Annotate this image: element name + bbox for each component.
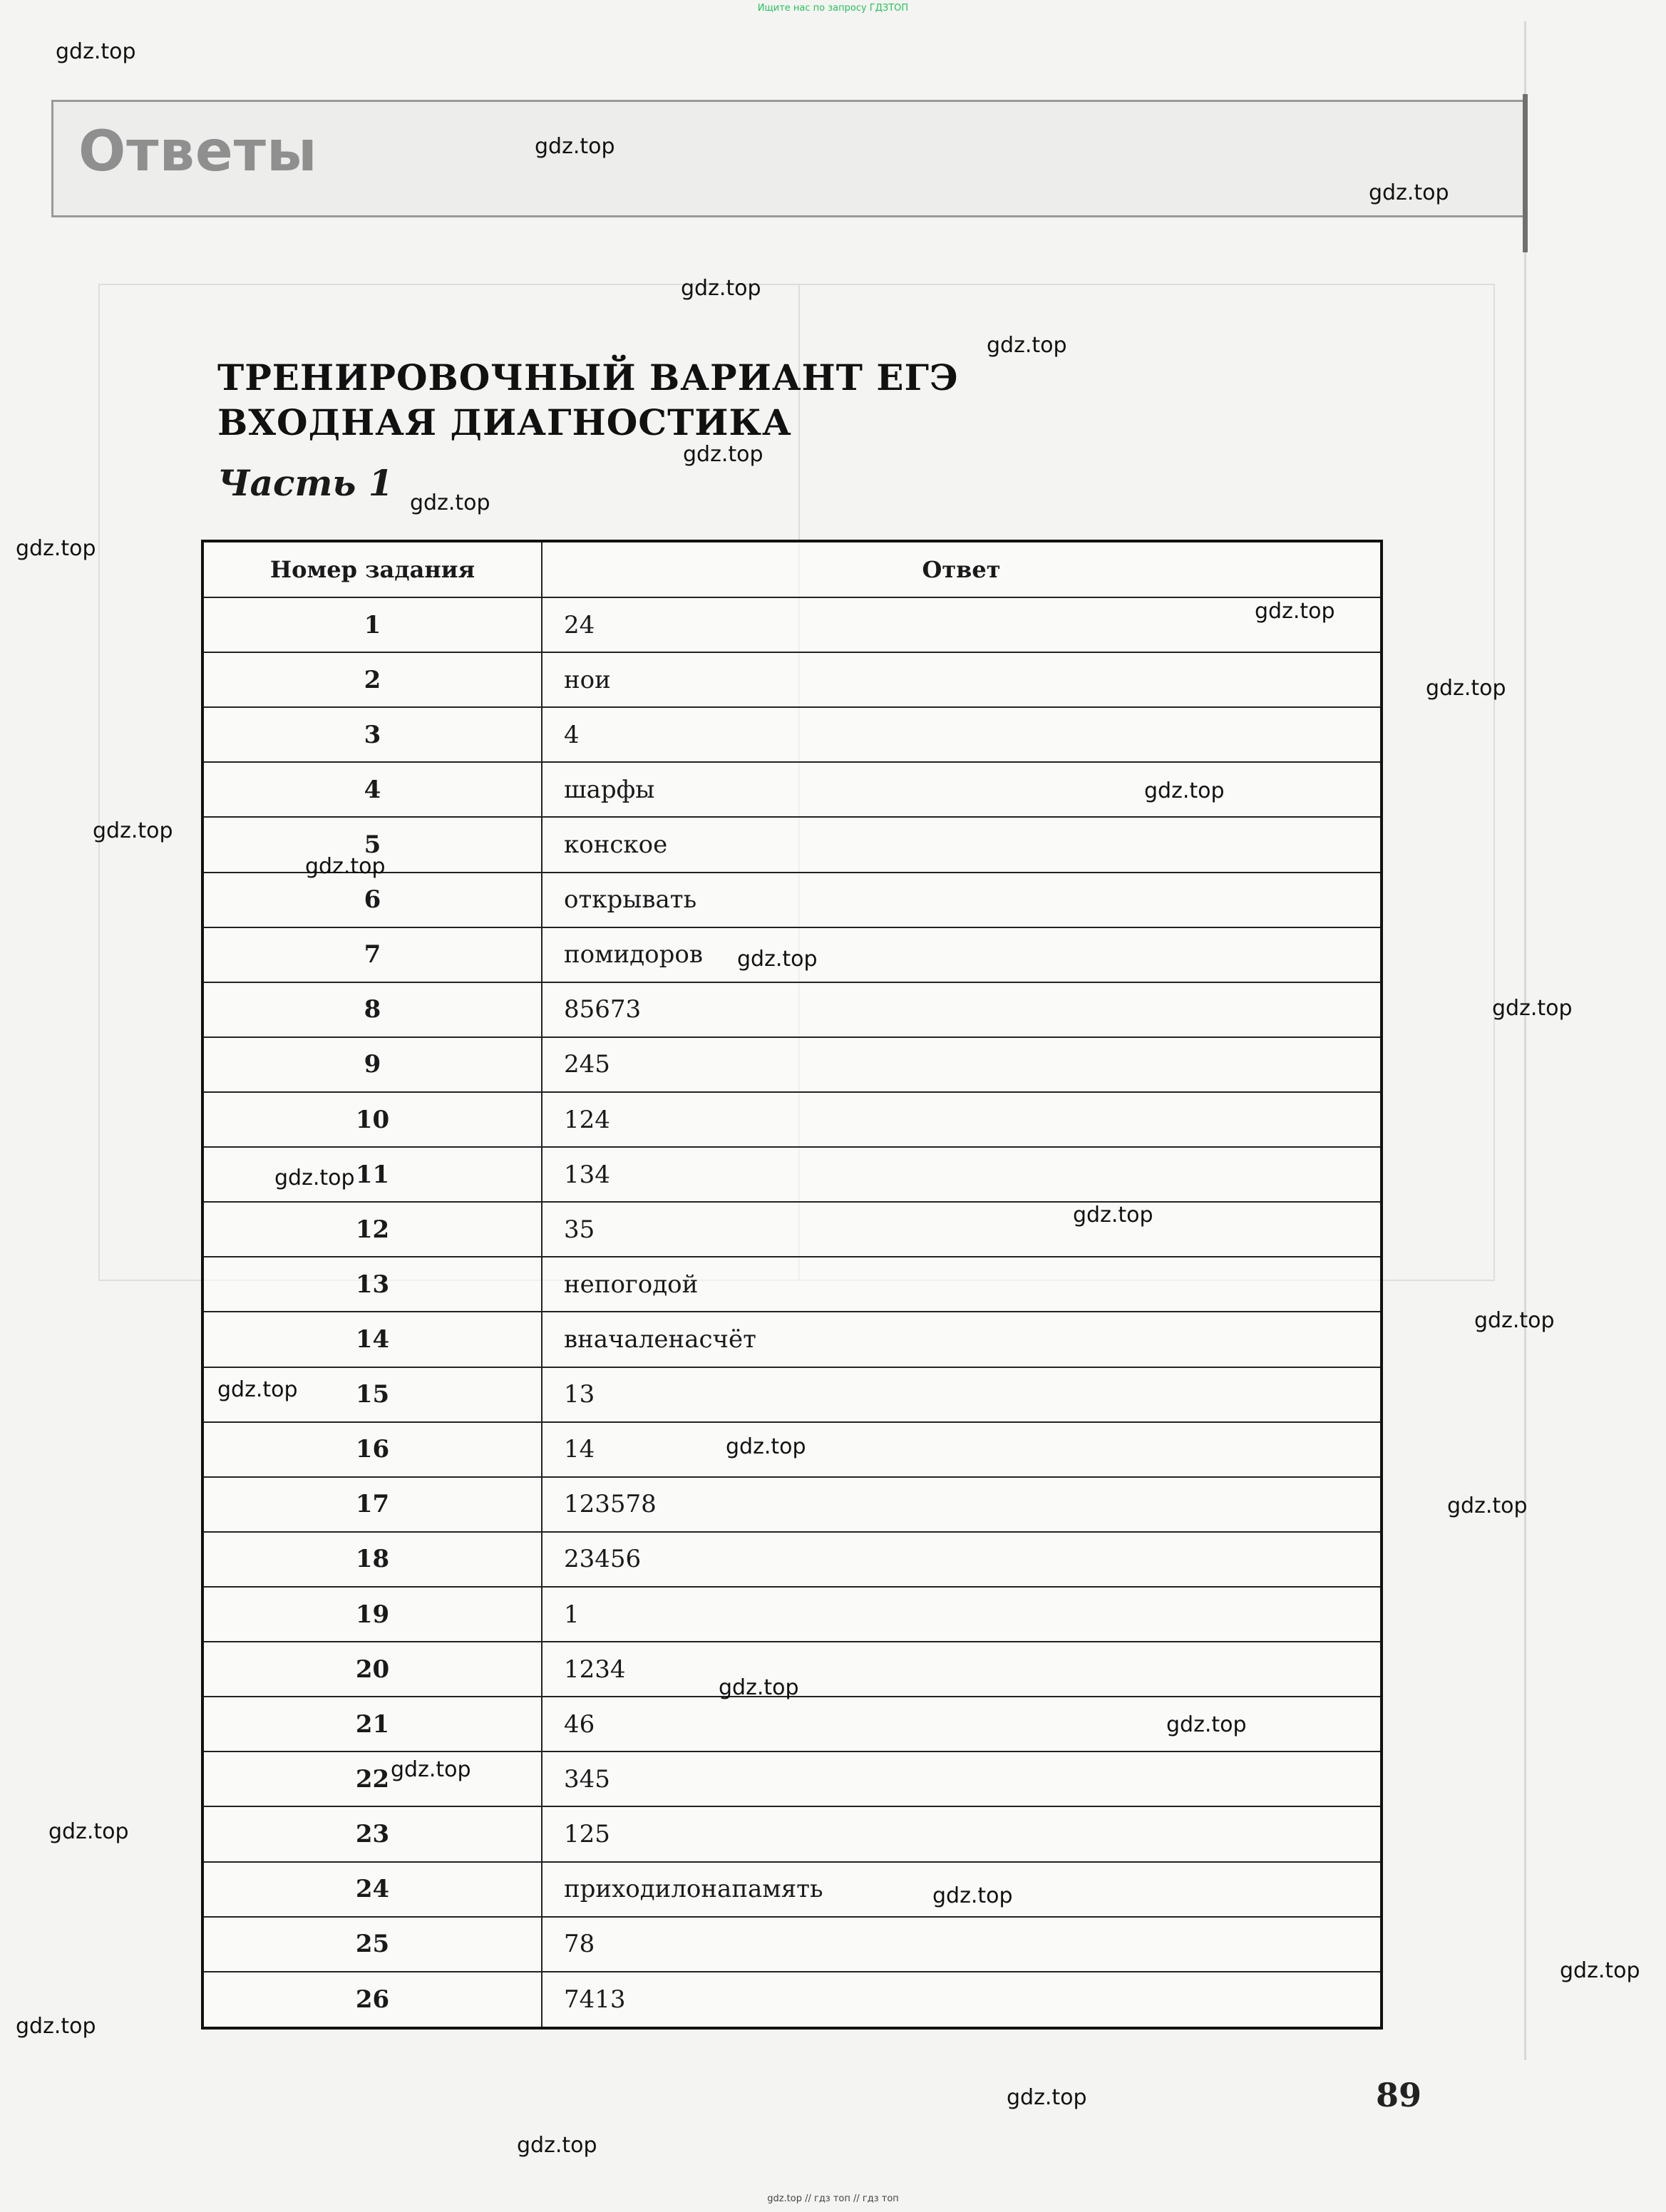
- task-number: 1: [202, 597, 542, 652]
- watermark: gdz.top: [48, 1819, 129, 1844]
- task-number: 2: [202, 652, 542, 707]
- task-number: 21: [202, 1697, 542, 1751]
- task-answer: 245: [542, 1037, 1382, 1092]
- task-answer: 78: [542, 1917, 1382, 1972]
- table-row: [202, 1751, 1382, 1806]
- task-answer: конское: [542, 817, 1382, 872]
- task-number: 11: [202, 1147, 542, 1202]
- watermark: gdz.top: [681, 276, 761, 301]
- bottom-note: gdz.top // гдз топ // гдз топ: [767, 2193, 899, 2204]
- part-title: Часть 1: [217, 462, 394, 504]
- table-row: [202, 1312, 1382, 1367]
- table-row: [202, 1477, 1382, 1532]
- table-row: [202, 1147, 1382, 1202]
- table-row: [202, 1806, 1382, 1861]
- task-number: 16: [202, 1422, 542, 1477]
- section-header-accent: [1523, 94, 1528, 252]
- task-answer: 7413: [542, 1972, 1382, 2028]
- table-row: [202, 652, 1382, 707]
- task-answer: 14: [542, 1422, 1382, 1477]
- watermark: gdz.top: [1560, 1958, 1640, 1983]
- task-number: 25: [202, 1917, 542, 1972]
- task-answer: шарфы: [542, 762, 1382, 817]
- page-edge: [1524, 21, 1526, 2060]
- table-row: [202, 1587, 1382, 1642]
- table-header-row: [202, 541, 1382, 597]
- watermark: gdz.top: [535, 134, 615, 159]
- section-title: Ответы: [78, 120, 318, 184]
- task-answer: приходилонапамять: [542, 1862, 1382, 1917]
- watermark: gdz.top: [737, 947, 818, 972]
- task-answer: 123578: [542, 1477, 1382, 1532]
- task-answer: вначаленасчёт: [542, 1312, 1382, 1367]
- watermark: gdz.top: [1166, 1712, 1247, 1737]
- task-number: 19: [202, 1587, 542, 1642]
- col-answer-header: Ответ: [542, 541, 1382, 597]
- watermark: gdz.top: [1426, 676, 1506, 701]
- task-answer: 1234: [542, 1642, 1382, 1697]
- watermark: gdz.top: [726, 1434, 806, 1459]
- table-row: [202, 1972, 1382, 2028]
- task-answer: нои: [542, 652, 1382, 707]
- heading-line2: ВХОДНАЯ ДИАГНОСТИКА: [217, 401, 792, 443]
- task-answer: 124: [542, 1092, 1382, 1147]
- watermark: gdz.top: [1073, 1203, 1153, 1228]
- task-number: 20: [202, 1642, 542, 1697]
- task-answer: 35: [542, 1202, 1382, 1257]
- table-row: [202, 1037, 1382, 1092]
- task-answer: непогодой: [542, 1257, 1382, 1312]
- task-number: 3: [202, 707, 542, 762]
- task-answer: помидоров: [542, 927, 1382, 982]
- task-answer: 46: [542, 1697, 1382, 1751]
- task-number: 7: [202, 927, 542, 982]
- table-row: [202, 1862, 1382, 1917]
- watermark: gdz.top: [1447, 1493, 1528, 1518]
- watermark: gdz.top: [56, 39, 136, 64]
- watermark: gdz.top: [391, 1757, 471, 1782]
- watermark: gdz.top: [1474, 1308, 1555, 1333]
- watermark: gdz.top: [410, 490, 490, 515]
- watermark: gdz.top: [517, 2133, 597, 2158]
- watermark: gdz.top: [274, 1166, 355, 1190]
- table-row: [202, 873, 1382, 927]
- watermark: gdz.top: [1369, 180, 1449, 205]
- task-number: 22: [202, 1751, 542, 1806]
- task-answer: 345: [542, 1751, 1382, 1806]
- task-answer: 24: [542, 597, 1382, 652]
- watermark: gdz.top: [16, 2014, 96, 2039]
- answers-table: [201, 540, 1383, 2030]
- task-number: 18: [202, 1532, 542, 1587]
- task-number: 17: [202, 1477, 542, 1532]
- table-row: [202, 1202, 1382, 1257]
- task-answer: 13: [542, 1367, 1382, 1422]
- watermark: gdz.top: [1492, 996, 1573, 1021]
- task-number: 26: [202, 1972, 542, 2028]
- col-task-header: Номер задания: [202, 541, 542, 597]
- task-number: 24: [202, 1862, 542, 1917]
- table-row: [202, 707, 1382, 762]
- watermark: gdz.top: [1007, 2085, 1087, 2110]
- task-number: 12: [202, 1202, 542, 1257]
- task-answer: 85673: [542, 982, 1382, 1037]
- task-number: 15: [202, 1367, 542, 1422]
- task-answer: 4: [542, 707, 1382, 762]
- task-number: 10: [202, 1092, 542, 1147]
- page-number: 89: [1376, 2076, 1422, 2114]
- task-answer: 134: [542, 1147, 1382, 1202]
- task-answer: 125: [542, 1806, 1382, 1861]
- watermark: gdz.top: [1144, 778, 1225, 803]
- task-number: 23: [202, 1806, 542, 1861]
- watermark: gdz.top: [932, 1883, 1013, 1908]
- task-number: 8: [202, 982, 542, 1037]
- task-number: 9: [202, 1037, 542, 1092]
- table-row: [202, 1257, 1382, 1312]
- task-answer: 23456: [542, 1532, 1382, 1587]
- watermark: gdz.top: [305, 854, 386, 879]
- watermark: gdz.top: [987, 333, 1067, 358]
- task-answer: открывать: [542, 873, 1382, 927]
- table-row: [202, 1092, 1382, 1147]
- watermark: gdz.top: [719, 1675, 799, 1700]
- task-answer: 1: [542, 1587, 1382, 1642]
- top-note: Ищите нас по запросу ГДЗТОП: [757, 3, 909, 14]
- table-row: [202, 1532, 1382, 1587]
- task-number: 4: [202, 762, 542, 817]
- task-number: 14: [202, 1312, 542, 1367]
- table-row: [202, 982, 1382, 1037]
- table-row: [202, 597, 1382, 652]
- task-number: 5: [202, 817, 542, 872]
- task-number: 13: [202, 1257, 542, 1312]
- table-row: [202, 1367, 1382, 1422]
- heading-line1: ТРЕНИРОВОЧНЫЙ ВАРИАНТ ЕГЭ: [217, 356, 959, 398]
- table-row: [202, 1917, 1382, 1972]
- watermark: gdz.top: [93, 818, 173, 843]
- watermark: gdz.top: [217, 1377, 298, 1402]
- task-number: 6: [202, 873, 542, 927]
- watermark: gdz.top: [1255, 599, 1335, 624]
- watermark: gdz.top: [16, 536, 96, 561]
- watermark: gdz.top: [683, 442, 763, 467]
